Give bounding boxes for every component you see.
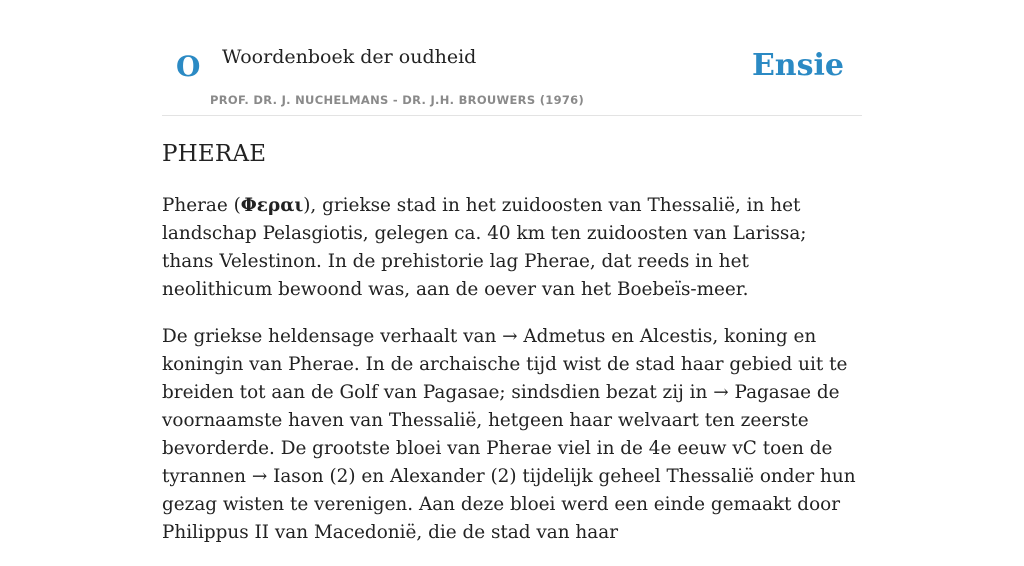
link-iason[interactable]: → Iason (2): [251, 466, 356, 487]
paragraph-text: ), griekse stad in het zuidoosten van Thessalië, in het landschap Pelasgiotis, gelegen ca. 40 km ten zuidoosten van Larissa; thans Velestinon. In de prehistorie lag Pherae, dat reeds in het neolithicum bewoond was, aan de oever van het Boebeïs-meer.: [162, 195, 807, 300]
link-pagasae[interactable]: → Pagasae: [713, 382, 812, 403]
dictionary-header: [162, 0, 862, 116]
entry-paragraph: [162, 192, 862, 304]
greek-name: Φεραι: [240, 195, 304, 216]
book-logo[interactable]: O: [176, 50, 201, 83]
ensie-logo-link[interactable]: Ensie: [751, 48, 844, 83]
book-authors: PROF. DR. J. NUCHELMANS - DR. J.H. BROUWERS (1976): [210, 93, 585, 107]
book-title[interactable]: Woordenboek der oudheid: [222, 46, 477, 68]
paragraph-text: de voornaamste haven van Thessalië, hetgeen haar welvaart ten zeerste bevorderde. De grootste bloei van Pherae viel in de 4e eeuw vC toen de tyrannen: [162, 382, 840, 487]
paragraph-text: Pherae (: [162, 195, 241, 216]
link-alexander[interactable]: Alexander (2): [389, 466, 517, 487]
page: [162, 0, 862, 543]
paragraph-text: , koning en koningin van Pherae. In de archaische tijd wist de stad haar gebied uit te breiden tot aan de Golf van Pagasae; sindsdien bezat zij in: [162, 326, 848, 403]
link-admetus-alcestis[interactable]: → Admetus en Alcestis: [502, 326, 713, 347]
paragraph-text: tijdelijk geheel Thessalië onder hun gezag wisten te verenigen. Aan deze bloei werd een einde gemaakt door Philippus II van Macedonië, die de stad van haar: [162, 466, 856, 543]
entry-body: [162, 192, 862, 566]
paragraph-text: De griekse heldensage verhaalt van: [162, 326, 503, 347]
entry-paragraph: [162, 323, 862, 547]
entry-title: PHERAE: [162, 141, 267, 167]
paragraph-text: en: [355, 466, 390, 487]
